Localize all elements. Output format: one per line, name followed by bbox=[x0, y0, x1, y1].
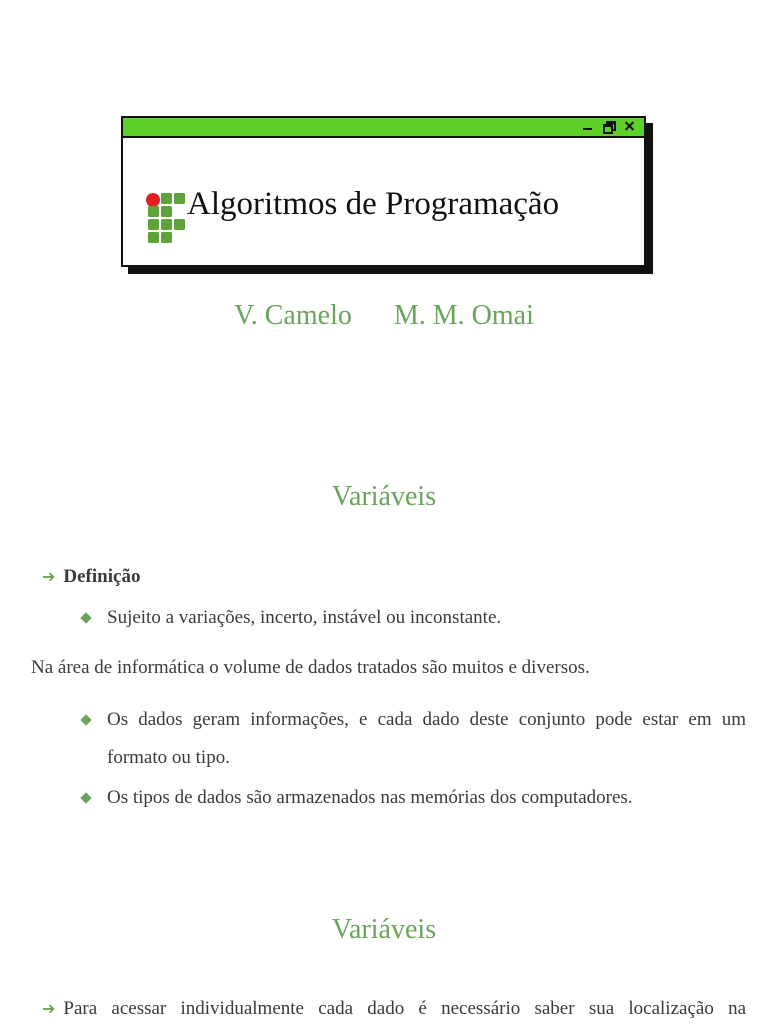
bullet-text: Sujeito a variações, incerto, instável ou inconstante. bbox=[107, 607, 502, 628]
presentation-title: Algoritmos de Programação bbox=[187, 186, 560, 222]
restore-icon[interactable] bbox=[602, 119, 615, 133]
author-name: M. M. Omai bbox=[393, 300, 534, 331]
arrow-list-item bbox=[42, 566, 140, 588]
window-title-bar bbox=[123, 118, 644, 138]
author-name: V. Camelo bbox=[234, 300, 352, 331]
diamond-bullet-icon bbox=[80, 612, 91, 623]
diamond-bullet-icon bbox=[80, 714, 91, 725]
arrow-right-icon: ➔ bbox=[42, 567, 56, 586]
item-text: Para acessar individualmente cada dado é necessário saber sua localização na bbox=[63, 998, 746, 1019]
institute-logo bbox=[145, 192, 187, 246]
item-label: Definição bbox=[63, 566, 141, 587]
bullet-item bbox=[82, 599, 746, 637]
diamond-bullet-icon bbox=[80, 792, 91, 803]
paragraph: Na área de informática o volume de dados tratados são muitos e diversos. bbox=[31, 657, 590, 678]
bullet-text: Os tipos de dados são armazenados nas memórias dos computadores. bbox=[107, 787, 633, 808]
authors bbox=[0, 300, 768, 332]
section-heading: Variáveis bbox=[331, 481, 437, 512]
bullet-text: Os dados geram informações, e cada dado deste conjunto pode estar em um formato ou tipo. bbox=[107, 709, 746, 768]
arrow-right-icon: ➔ bbox=[42, 999, 56, 1018]
minimize-icon[interactable] bbox=[581, 119, 594, 133]
title-window bbox=[121, 116, 646, 267]
close-icon[interactable] bbox=[623, 119, 636, 133]
bullet-item bbox=[82, 701, 746, 777]
bullet-item bbox=[82, 779, 746, 817]
arrow-list-item bbox=[42, 998, 746, 1020]
section-heading: Variáveis bbox=[331, 914, 437, 945]
